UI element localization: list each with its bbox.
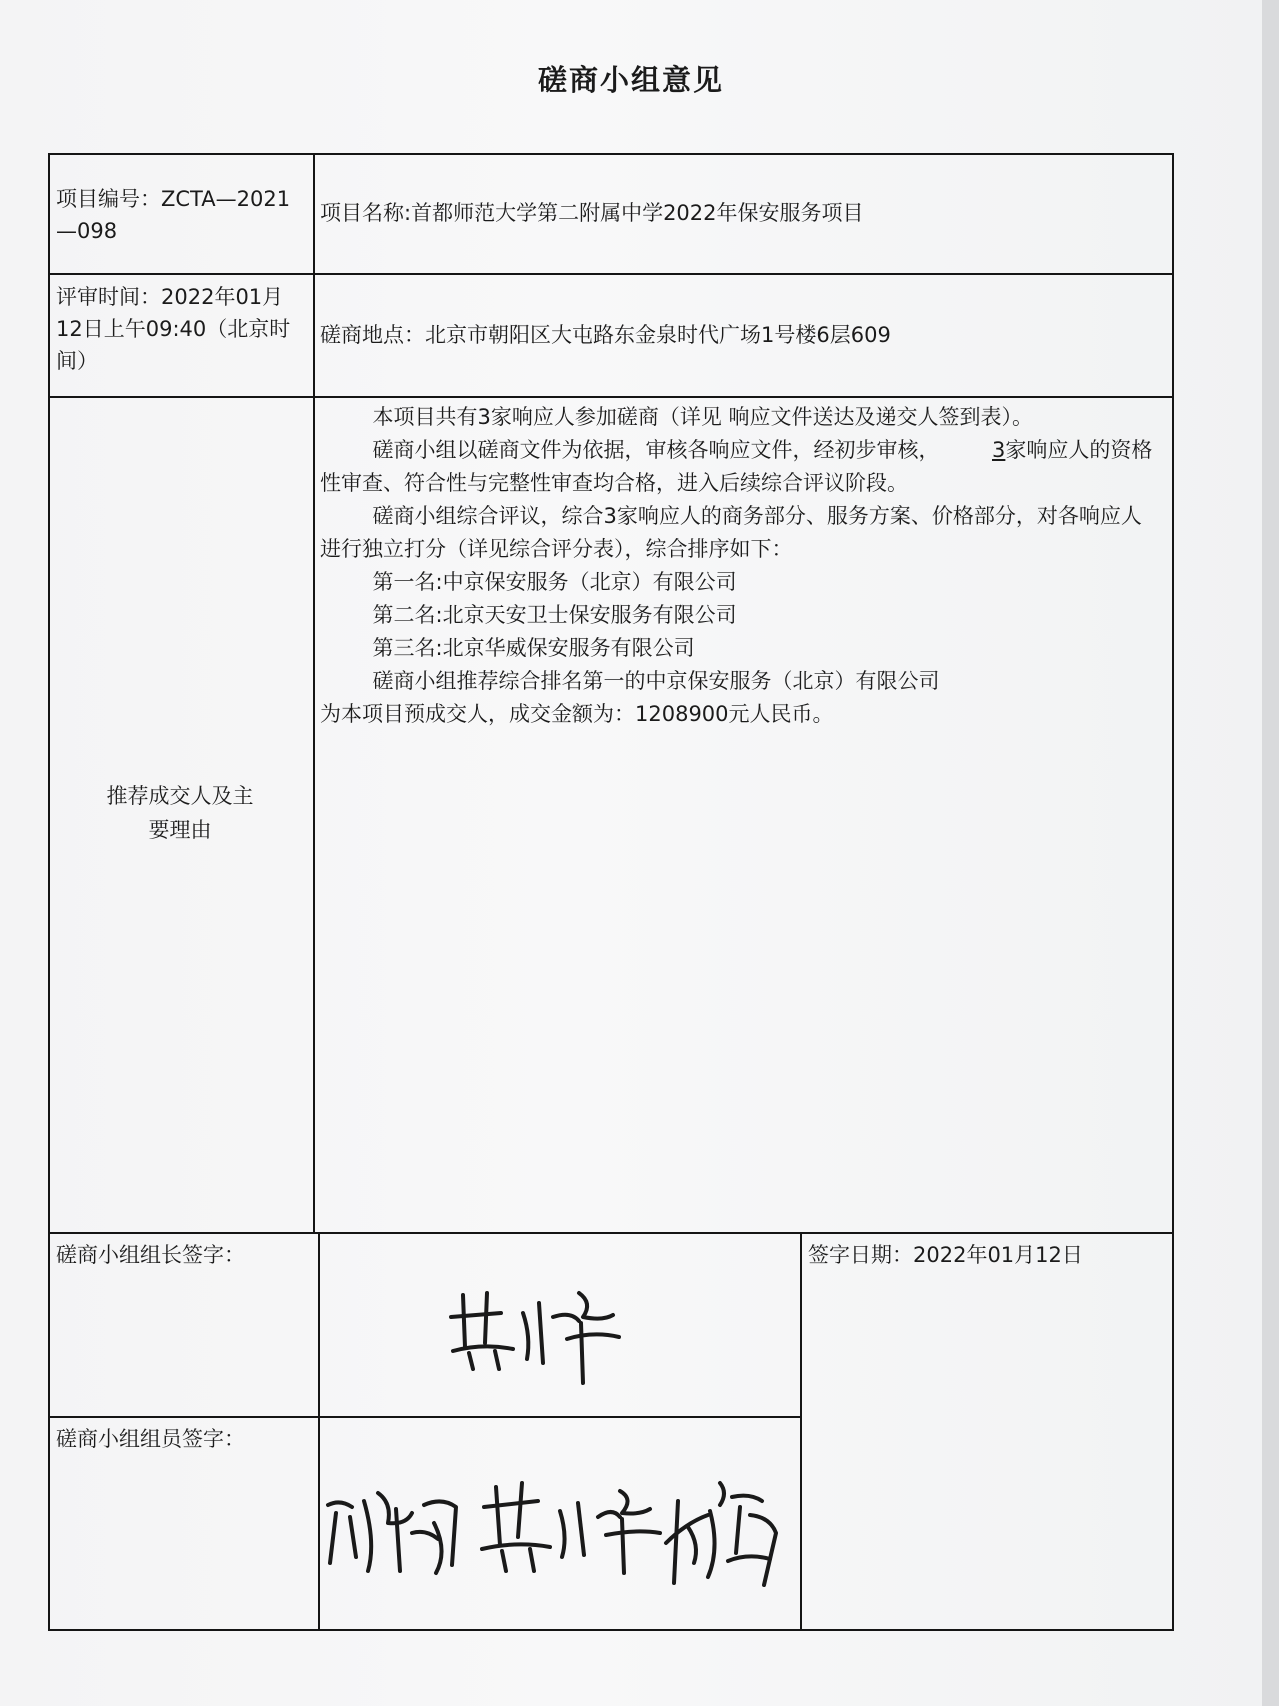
sign-date: 签字日期：2022年01月12日: [808, 1243, 1083, 1267]
qualified-count: 3: [992, 438, 1006, 462]
recommendation-amount: 为本项目预成交人，成交金额为：1208900元人民币。: [320, 702, 834, 726]
paragraph-review: [320, 434, 1160, 500]
table-border-right: [1172, 153, 1174, 1631]
paragraph-responders: 本项目共有3家响应人参加磋商（详见 响应文件送达及递交人签到表）。: [372, 405, 1034, 429]
ranking-third: 第三名:北京华威保安服务有限公司: [372, 636, 695, 660]
ranking-second: 第二名:北京天安卫士保安服务有限公司: [372, 603, 737, 627]
opinion-form-table: [48, 153, 1174, 1631]
recommendation-line: 磋商小组推荐综合排名第一的中京保安服务（北京）有限公司: [372, 669, 940, 693]
member-signatures: [316, 1453, 796, 1613]
recommend-label: 推荐成交人及主要理由: [106, 784, 254, 842]
table-border-left: [48, 153, 50, 1631]
paragraph-evaluation: 磋商小组综合评议，综合3家响应人的商务部分、服务方案、价格部分，对各响应人进行独立打分（详见综合评分表），综合排序如下：: [320, 504, 1142, 561]
document-title: 磋商小组意见: [537, 63, 724, 97]
leader-signature: [443, 1273, 633, 1393]
table-border-bottom: [48, 1629, 1174, 1631]
table-border-top: [48, 153, 1174, 155]
consultation-location: 磋商地点：北京市朝阳区大屯路东金泉时代广场1号楼6层609: [320, 323, 891, 347]
review-time: 评审时间：2022年01月12日上午09:40（北京时间）: [56, 285, 291, 373]
table-row-line-3: [48, 1232, 1174, 1234]
project-name: 项目名称:首都师范大学第二附属中学2022年保安服务项目: [320, 201, 864, 225]
project-number: 项目编号：ZCTA—2021—098: [56, 187, 291, 243]
paragraph-review-end: 家响应人的资格性审查、符合性与完整性审查均合格，进入后续综合评议阶段。: [320, 438, 1153, 495]
table-row-line-1: [48, 273, 1174, 275]
table-row-line-2: [48, 396, 1174, 398]
table-row-line-4: [48, 1416, 802, 1418]
recommendation-body: [320, 401, 1160, 731]
member-sign-label: 磋商小组组员签字：: [56, 1427, 245, 1451]
paragraph-review-start: 磋商小组以磋商文件为依据，审核各响应文件，经初步审核，: [372, 438, 940, 462]
table-divider-left-column: [313, 153, 315, 1233]
ranking-first: 第一名:中京保安服务（北京）有限公司: [372, 570, 737, 594]
table-divider-sign-right: [800, 1233, 802, 1631]
leader-sign-label: 磋商小组组长签字：: [56, 1243, 245, 1267]
